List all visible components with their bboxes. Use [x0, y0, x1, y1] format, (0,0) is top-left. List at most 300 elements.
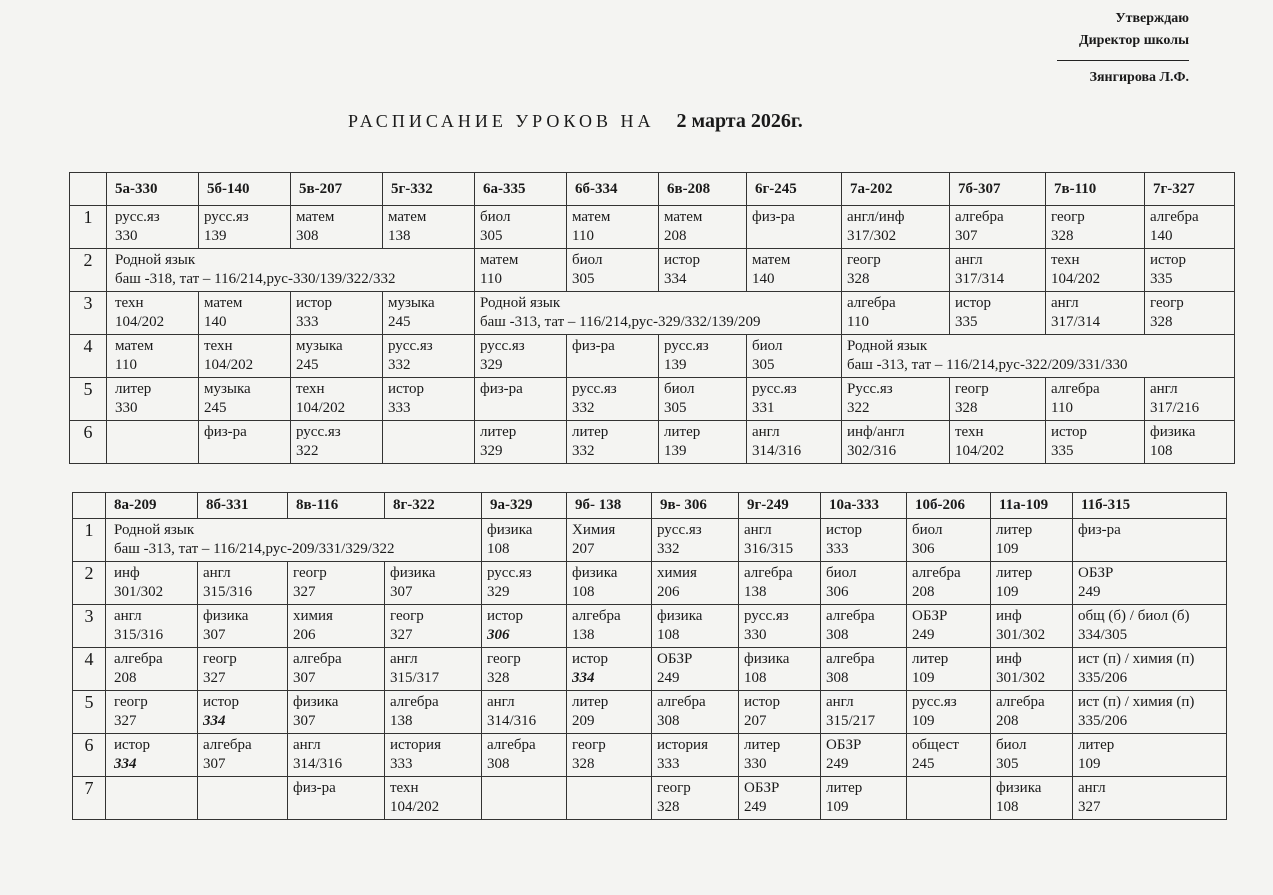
class-header: 7б-307: [950, 173, 1046, 206]
subject-label: Родной язык: [847, 338, 928, 354]
subject-label: техн: [390, 780, 419, 796]
room-label: 317/314: [955, 271, 1005, 287]
subject-label: литер: [572, 694, 609, 710]
room-label: 332: [572, 443, 595, 459]
subject-label: инф: [996, 651, 1022, 667]
room-label: 104/202: [204, 357, 254, 373]
lesson-number: 2: [70, 249, 107, 292]
lesson-cell: [659, 249, 747, 292]
lesson-cell: [107, 421, 199, 464]
subject-label: литер: [744, 737, 781, 753]
room-label: 208: [996, 713, 1019, 729]
lesson-cell: [991, 648, 1073, 691]
subject-label: физ-ра: [572, 338, 615, 354]
subject-label: физика: [1150, 424, 1196, 440]
lesson-cell: [107, 206, 199, 249]
subject-label: англ: [744, 522, 772, 538]
room-label: 335/206: [1078, 713, 1128, 729]
room-label: 245: [204, 400, 227, 416]
lesson-cell: [567, 378, 659, 421]
lesson-cell: [991, 605, 1073, 648]
subject-label: техн: [115, 295, 144, 311]
lesson-cell: [106, 691, 198, 734]
director-name: Зянгирова Л.Ф.: [1089, 70, 1189, 85]
merged-lesson-cell: [106, 519, 482, 562]
lesson-cell: [567, 421, 659, 464]
lesson-row: [73, 605, 1227, 648]
lesson-cell: [1073, 519, 1227, 562]
lesson-cell: [1073, 605, 1227, 648]
subject-label: химия: [657, 565, 697, 581]
subject-label: русс.яз: [115, 209, 160, 225]
subject-label: англ: [293, 737, 321, 753]
lesson-cell: [567, 249, 659, 292]
lesson-number: 2: [73, 562, 106, 605]
room-label: 328: [955, 400, 978, 416]
lesson-cell: [821, 519, 907, 562]
room-label: 328: [1150, 314, 1173, 330]
room-label: 206: [657, 584, 680, 600]
lesson-cell: [991, 562, 1073, 605]
subject-label: русс.яз: [388, 338, 433, 354]
lesson-cell: [198, 691, 288, 734]
subject-label: биол: [826, 565, 857, 581]
room-label: 109: [912, 670, 935, 686]
lesson-cell: [475, 335, 567, 378]
room-label: 140: [752, 271, 775, 287]
subject-label: ОБЗР: [912, 608, 948, 624]
room-label: 308: [487, 756, 510, 772]
subject-label: русс.яз: [752, 381, 797, 397]
lesson-cell: [288, 562, 385, 605]
room-label: 245: [912, 756, 935, 772]
subject-label: истор: [1051, 424, 1088, 440]
room-label: 305: [664, 400, 687, 416]
subject-label: истор: [388, 381, 425, 397]
class-header: 7в-110: [1046, 173, 1145, 206]
lesson-row: [70, 206, 1235, 249]
subject-label: истор: [1150, 252, 1187, 268]
room-label: 245: [296, 357, 319, 373]
room-label: 249: [657, 670, 680, 686]
lesson-cell: [659, 421, 747, 464]
subject-label: геогр: [293, 565, 327, 581]
subject-label: алгебра: [114, 651, 163, 667]
class-header: 5г-332: [383, 173, 475, 206]
lesson-cell: [907, 734, 991, 777]
lesson-cell: [288, 734, 385, 777]
subject-label: англ: [955, 252, 983, 268]
lesson-cell: [291, 335, 383, 378]
lesson-number: 3: [70, 292, 107, 335]
lesson-cell: [842, 292, 950, 335]
subject-label: англ: [826, 694, 854, 710]
subject-label: инф/англ: [847, 424, 905, 440]
lesson-cell: [821, 605, 907, 648]
subject-label: матем: [296, 209, 335, 225]
lesson-cell: [1046, 249, 1145, 292]
room-label: 327: [390, 627, 413, 643]
room-label: 328: [487, 670, 510, 686]
lesson-cell: [1046, 206, 1145, 249]
room-label: баш -313, тат – 116/214,рус-209/331/329/322: [114, 541, 395, 557]
lesson-cell: [991, 691, 1073, 734]
subject-label: алгебра: [996, 694, 1045, 710]
room-label: 208: [912, 584, 935, 600]
subject-label: физика: [744, 651, 790, 667]
corner-cell: [70, 173, 107, 206]
subject-label: физ-ра: [293, 780, 336, 796]
room-label: 108: [1150, 443, 1173, 459]
room-label: 108: [744, 670, 767, 686]
room-label: 334/305: [1078, 627, 1128, 643]
lesson-cell: [107, 335, 199, 378]
lesson-cell: [950, 421, 1046, 464]
lesson-cell: [842, 249, 950, 292]
merged-lesson-cell: [475, 292, 842, 335]
room-label: 315/316: [114, 627, 164, 643]
subject-label: матем: [115, 338, 154, 354]
subject-label: Родной язык: [115, 252, 196, 268]
header-row: [73, 493, 1227, 519]
room-label: 328: [1051, 228, 1074, 244]
lesson-cell: [1145, 292, 1235, 335]
lesson-cell: [1145, 378, 1235, 421]
lesson-cell: [383, 206, 475, 249]
room-label: 109: [996, 584, 1019, 600]
lesson-cell: [950, 249, 1046, 292]
lesson-cell: [739, 648, 821, 691]
subject-label: литер: [996, 522, 1033, 538]
subject-label: русс.яз: [204, 209, 249, 225]
subject-label: литер: [826, 780, 863, 796]
class-header: 6б-334: [567, 173, 659, 206]
lesson-cell: [821, 691, 907, 734]
lesson-cell: [291, 292, 383, 335]
subject-label: геогр: [390, 608, 424, 624]
lesson-row: [70, 292, 1235, 335]
room-label: 110: [480, 271, 502, 287]
lesson-row: [73, 777, 1227, 820]
room-label: 110: [572, 228, 594, 244]
lesson-cell: [106, 605, 198, 648]
lesson-cell: [1046, 378, 1145, 421]
subject-label: англ: [390, 651, 418, 667]
subject-label: биол: [572, 252, 603, 268]
room-label: 329: [480, 443, 503, 459]
room-label: 138: [744, 584, 767, 600]
room-label: 307: [293, 670, 316, 686]
room-label: 207: [572, 541, 595, 557]
class-header: 6г-245: [747, 173, 842, 206]
subject-label: русс.яз: [487, 565, 532, 581]
lesson-row: [73, 691, 1227, 734]
subject-label: биол: [996, 737, 1027, 753]
lesson-cell: [1145, 206, 1235, 249]
lesson-cell: [747, 206, 842, 249]
subject-label: ист (п) / химия (п): [1078, 651, 1195, 667]
room-label: 138: [390, 713, 413, 729]
lesson-cell: [842, 378, 950, 421]
room-label: 333: [388, 400, 411, 416]
lesson-cell: [659, 206, 747, 249]
subject-label: физика: [390, 565, 436, 581]
room-label: 108: [572, 584, 595, 600]
lesson-cell: [821, 777, 907, 820]
subject-label: ОБЗР: [744, 780, 780, 796]
room-label: 329: [487, 584, 510, 600]
lesson-cell: [1145, 421, 1235, 464]
subject-label: техн: [955, 424, 984, 440]
lesson-cell: [106, 734, 198, 777]
room-label: 305: [752, 357, 775, 373]
room-label: 335/206: [1078, 670, 1128, 686]
lesson-cell: [288, 691, 385, 734]
subject-label: геогр: [1150, 295, 1184, 311]
room-label: 301/302: [114, 584, 164, 600]
subject-label: англ: [203, 565, 231, 581]
subject-label: истор: [664, 252, 701, 268]
lesson-cell: [198, 605, 288, 648]
lesson-cell: [567, 777, 652, 820]
room-label: 306: [826, 584, 849, 600]
class-header: 8г-322: [385, 493, 482, 519]
subject-label: истор: [826, 522, 863, 538]
lesson-cell: [106, 648, 198, 691]
subject-label: алгебра: [826, 608, 875, 624]
subject-label: алгебра: [293, 651, 342, 667]
lesson-cell: [652, 648, 739, 691]
lesson-cell: [385, 562, 482, 605]
lesson-cell: [291, 421, 383, 464]
lesson-cell: [739, 562, 821, 605]
subject-label: геогр: [114, 694, 148, 710]
lesson-cell: [739, 519, 821, 562]
title-date: 2 марта 2026г.: [676, 110, 803, 132]
lesson-cell: [567, 605, 652, 648]
lesson-cell: [199, 292, 291, 335]
lesson-cell: [383, 378, 475, 421]
class-header: 5в-207: [291, 173, 383, 206]
lesson-cell: [475, 249, 567, 292]
subject-label: алгебра: [487, 737, 536, 753]
lesson-cell: [199, 206, 291, 249]
subject-label: матем: [480, 252, 519, 268]
room-label: 335: [1051, 443, 1074, 459]
lesson-cell: [739, 691, 821, 734]
room-label: 317/216: [1150, 400, 1200, 416]
subject-label: истор: [203, 694, 240, 710]
room-label: 109: [826, 799, 849, 815]
lesson-cell: [288, 777, 385, 820]
lesson-cell: [567, 734, 652, 777]
room-label: 315/217: [826, 713, 876, 729]
room-label: 108: [996, 799, 1019, 815]
room-label: 308: [657, 713, 680, 729]
lesson-cell: [1073, 648, 1227, 691]
lesson-row: [70, 421, 1235, 464]
subject-label: истор: [955, 295, 992, 311]
class-header: 8б-331: [198, 493, 288, 519]
lesson-cell: [385, 605, 482, 648]
lesson-cell: [991, 519, 1073, 562]
subject-label: геогр: [847, 252, 881, 268]
subject-label: геогр: [1051, 209, 1085, 225]
room-label: 110: [115, 357, 137, 373]
room-label: 327: [1078, 799, 1101, 815]
lesson-cell: [198, 734, 288, 777]
subject-label: физика: [996, 780, 1042, 796]
room-label: 104/202: [955, 443, 1005, 459]
subject-label: техн: [204, 338, 233, 354]
lesson-cell: [482, 777, 567, 820]
lesson-cell: [659, 378, 747, 421]
room-label: 307: [203, 627, 226, 643]
room-label: 332: [388, 357, 411, 373]
lesson-cell: [1073, 777, 1227, 820]
room-label: 333: [826, 541, 849, 557]
room-label: 322: [296, 443, 319, 459]
title-text: РАСПИСАНИЕ УРОКОВ НА: [348, 111, 655, 131]
subject-label: англ: [1150, 381, 1178, 397]
room-label: 335: [955, 314, 978, 330]
subject-label: англ: [114, 608, 142, 624]
lesson-cell: [907, 648, 991, 691]
subject-label: физ-ра: [204, 424, 247, 440]
schedule-table-grades-5-7: [69, 172, 1235, 464]
room-label: 209: [572, 713, 595, 729]
room-label: 249: [1078, 584, 1101, 600]
lesson-cell: [107, 378, 199, 421]
lesson-cell: [482, 519, 567, 562]
room-label: баш -313, тат – 116/214,рус-329/332/139/209: [480, 314, 761, 330]
class-header: 6а-335: [475, 173, 567, 206]
room-label: 249: [826, 756, 849, 772]
lesson-cell: [1073, 734, 1227, 777]
room-label: 327: [203, 670, 226, 686]
room-label: 316/315: [744, 541, 794, 557]
class-header: 8в-116: [288, 493, 385, 519]
subject-label: матем: [752, 252, 791, 268]
room-label: 307: [390, 584, 413, 600]
lesson-cell: [288, 605, 385, 648]
room-label: 305: [996, 756, 1019, 772]
lesson-cell: [482, 734, 567, 777]
lesson-cell: [1073, 691, 1227, 734]
subject-label: ОБЗР: [657, 651, 693, 667]
lesson-cell: [739, 605, 821, 648]
lesson-cell: [821, 562, 907, 605]
subject-label: общест: [912, 737, 959, 753]
lesson-number: 5: [73, 691, 106, 734]
subject-label: музыка: [296, 338, 343, 354]
subject-label: русс.яз: [744, 608, 789, 624]
lesson-cell: [1073, 562, 1227, 605]
lesson-cell: [652, 562, 739, 605]
subject-label: физика: [293, 694, 339, 710]
room-label: 104/202: [115, 314, 165, 330]
subject-label: геогр: [203, 651, 237, 667]
class-header: 6в-208: [659, 173, 747, 206]
subject-label: геогр: [955, 381, 989, 397]
subject-label: алгебра: [912, 565, 961, 581]
subject-label: физика: [203, 608, 249, 624]
lesson-cell: [385, 691, 482, 734]
subject-label: музыка: [204, 381, 251, 397]
room-label: 333: [390, 756, 413, 772]
subject-label: ОБЗР: [826, 737, 862, 753]
subject-label: алгебра: [390, 694, 439, 710]
lesson-cell: [652, 777, 739, 820]
room-label: 140: [204, 314, 227, 330]
class-header: 7г-327: [1145, 173, 1235, 206]
class-header: 11а-109: [991, 493, 1073, 519]
subject-label: физ-ра: [480, 381, 523, 397]
room-label: 104/202: [296, 400, 346, 416]
room-label: 138: [572, 627, 595, 643]
room-label: 330: [744, 627, 767, 643]
lesson-cell: [199, 378, 291, 421]
schedule-table-grades-8-11: [72, 492, 1227, 820]
subject-label: физика: [657, 608, 703, 624]
subject-label: матем: [664, 209, 703, 225]
lesson-row: [70, 378, 1235, 421]
subject-label: Русс.яз: [847, 381, 893, 397]
lesson-number: 5: [70, 378, 107, 421]
subject-label: алгебра: [955, 209, 1004, 225]
lesson-cell: [385, 777, 482, 820]
subject-label: русс.яз: [296, 424, 341, 440]
room-label: 308: [826, 627, 849, 643]
lesson-cell: [747, 335, 842, 378]
lesson-cell: [907, 777, 991, 820]
room-label: 308: [826, 670, 849, 686]
subject-label: инф: [996, 608, 1022, 624]
room-label: 327: [114, 713, 137, 729]
room-label: 109: [1078, 756, 1101, 772]
room-label: 327: [293, 584, 316, 600]
lesson-cell: [821, 648, 907, 691]
lesson-cell: [747, 249, 842, 292]
room-label: 245: [388, 314, 411, 330]
lesson-cell: [842, 421, 950, 464]
lesson-cell: [383, 335, 475, 378]
class-header: 9а-329: [482, 493, 567, 519]
room-label: 334: [664, 271, 687, 287]
subject-label: биол: [752, 338, 783, 354]
room-label: 314/316: [752, 443, 802, 459]
subject-label: геогр: [487, 651, 521, 667]
class-header: 7а-202: [842, 173, 950, 206]
lesson-cell: [106, 777, 198, 820]
lesson-cell: [907, 605, 991, 648]
room-label: 328: [847, 271, 870, 287]
room-label: 305: [480, 228, 503, 244]
subject-label: истор: [487, 608, 524, 624]
subject-label: русс.яз: [664, 338, 709, 354]
lesson-cell: [291, 378, 383, 421]
subject-label: ист (п) / химия (п): [1078, 694, 1195, 710]
lesson-number: 6: [73, 734, 106, 777]
subject-label: алгебра: [826, 651, 875, 667]
room-label: 140: [1150, 228, 1173, 244]
room-label: 315/317: [390, 670, 440, 686]
subject-label: алгебра: [1051, 381, 1100, 397]
lesson-cell: [385, 734, 482, 777]
approval-line-approve: Утверждаю: [1115, 11, 1189, 26]
subject-label: Родной язык: [480, 295, 561, 311]
room-label: 332: [572, 400, 595, 416]
